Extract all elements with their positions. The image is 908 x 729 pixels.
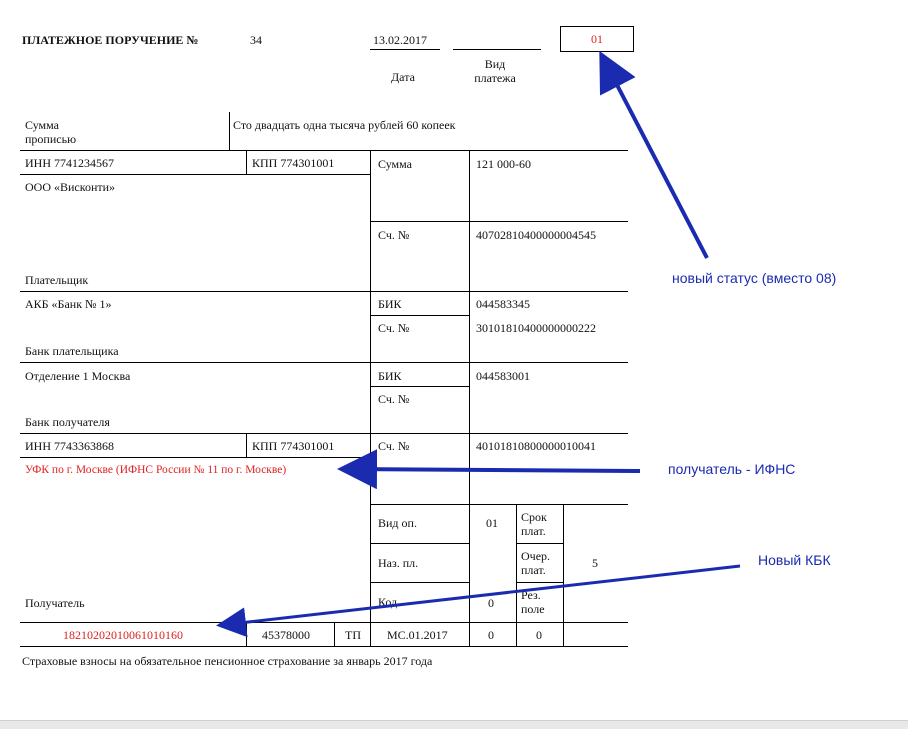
purpose-code-label: Наз. пл. [378,556,419,570]
op-type-value: 01 [486,516,498,530]
recipient-name: УФК по г. Москве (ИФНС России № 11 по г. Москве) [25,464,287,476]
recipient-label: Получатель [25,596,85,610]
doc-number-value: 0 [488,628,494,642]
recipient-arrow [345,469,640,471]
recipient-bik: 044583001 [476,369,530,383]
recipient-bank-name: Отделение 1 Москва [25,369,131,383]
kbk-annotation: Новый КБК [758,552,831,568]
document-title: ПЛАТЕЖНОЕ ПОРУЧЕНИЕ № [22,33,199,47]
doc-date-value: 0 [536,628,542,642]
status-value: 01 [591,32,603,46]
payer-bik-label: БИК [378,297,402,311]
code-label: Код [378,595,398,609]
recipient-inn: ИНН 7743363868 [25,439,114,453]
payer-name: ООО «Висконти» [25,180,116,194]
document-date: 13.02.2017 [373,33,427,47]
reserve-label: Рез. поле [521,588,545,616]
sum-words: Сто двадцать одна тысяча рублей 60 копеек [233,118,456,132]
kbk-arrow [222,566,740,625]
recipient-account-label: Сч. № [378,439,410,453]
payer-inn: ИНН 7741234567 [25,156,114,170]
document-number: 34 [250,33,262,47]
priority-value: 5 [592,556,598,570]
payment-type-label: Вид платежа [474,57,516,85]
tax-period-value: МС.01.2017 [387,628,448,642]
status-annotation: новый статус (вместо 08) [672,270,837,286]
oktmo-value: 45378000 [262,628,310,642]
payer-label: Плательщик [25,273,89,287]
payer-kpp: КПП 774301001 [252,156,335,170]
sum-value: 121 000-60 [476,157,531,171]
payer-account: 40702810400000004545 [476,228,596,242]
payer-bank-label: Банк плательщика [25,344,119,358]
payer-bik: 044583345 [476,297,530,311]
term-label: Срок плат. [521,510,547,538]
payer-bank-name: АКБ «Банк № 1» [25,297,112,311]
op-type-label: Вид оп. [378,516,417,530]
recipient-account: 40101810800000010041 [476,439,596,453]
recipient-kpp: КПП 774301001 [252,439,335,453]
sum-words-label: Сумма прописью [25,118,77,146]
status-arrow [603,58,707,258]
priority-label: Очер. плат. [521,549,551,577]
basis-value: ТП [345,628,361,642]
recipient-bik-label: БИК [378,369,402,383]
recipient-bank-label: Банк получателя [25,415,110,429]
sum-label: Сумма [378,157,412,171]
recipient-annotation: получатель - ИФНС [668,461,796,477]
payer-account-label: Сч. № [378,228,410,242]
kbk-value: 18210202010061010160 [63,628,183,642]
payer-bank-account-label: Сч. № [378,321,410,335]
date-label: Дата [391,70,415,84]
recipient-bank-account-label: Сч. № [378,392,410,406]
payer-bank-account: 30101810400000000222 [476,321,596,335]
code-value: 0 [488,596,494,610]
payment-purpose: Страховые взносы на обязательное пенсионное страхование за январь 2017 года [22,654,433,668]
